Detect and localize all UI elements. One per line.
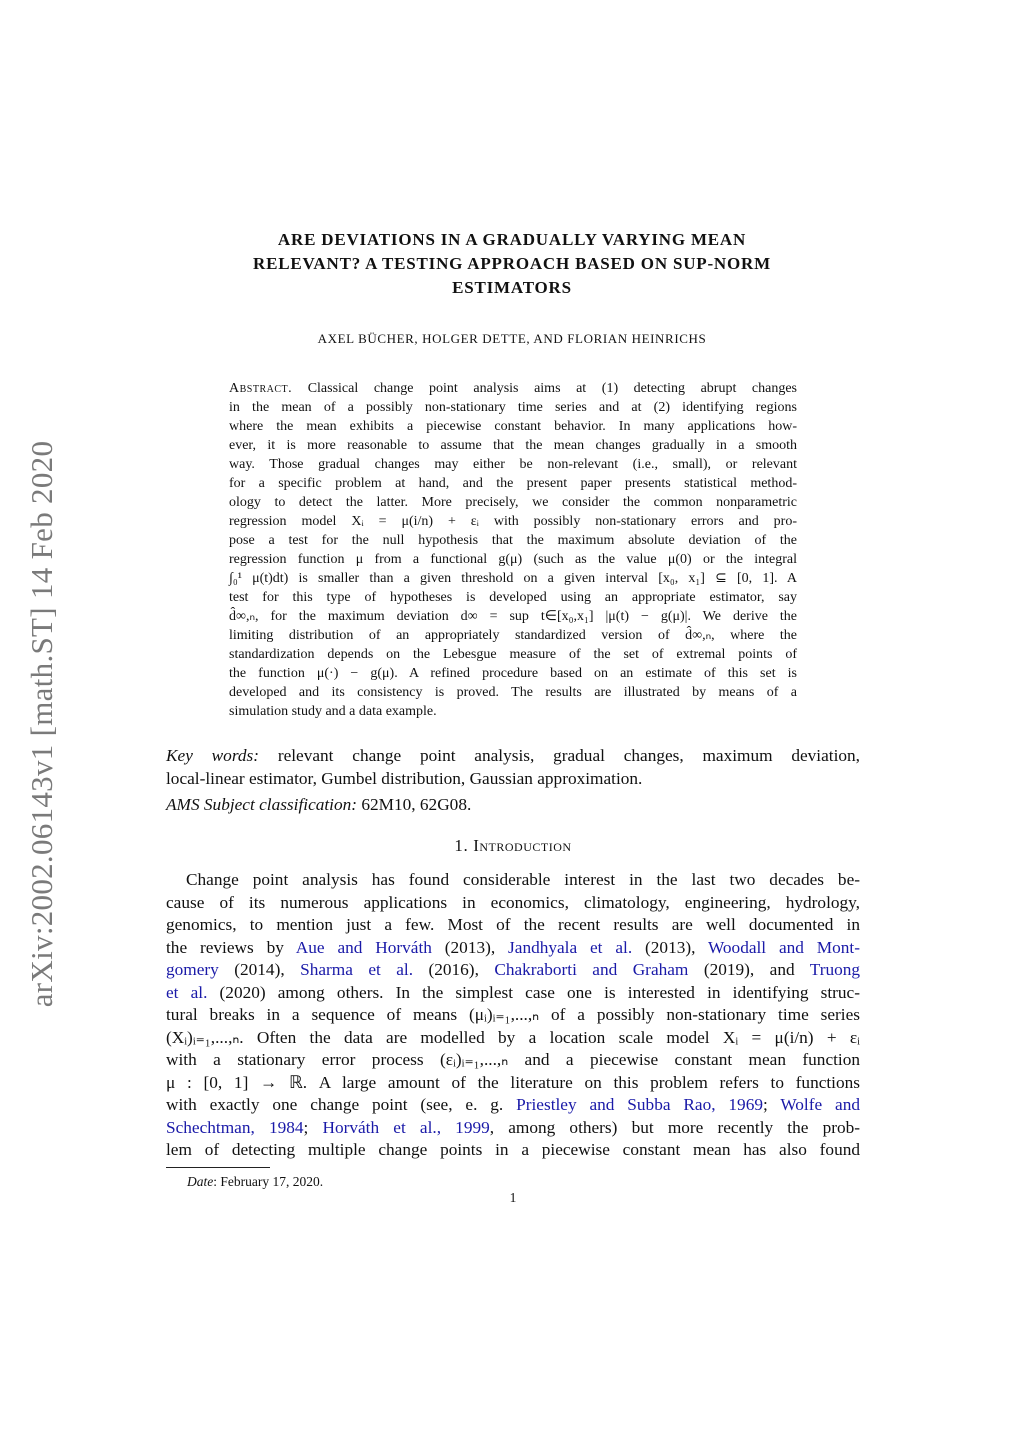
citation-link[interactable]: Wolfe and bbox=[780, 1095, 860, 1114]
citation-link[interactable]: Woodall and Mont- bbox=[707, 937, 860, 957]
abstract-line: d̂∞,ₙ, for the maximum deviation d∞ = sup t∈[x₀,x₁] |μ(t) − g(μ)|. We derive the bbox=[229, 609, 797, 624]
abstract-line: the function μ(·) − g(μ). A refined procedure based on an estimate of this set is bbox=[229, 666, 797, 681]
abstract-line: for a specific problem at hand, and the present paper presents statistical method- bbox=[229, 476, 797, 491]
abstract-line: regression model Xᵢ = μ(i/n) + εᵢ with possibly non-stationary errors and pro- bbox=[229, 514, 797, 529]
abstract-line: developed and its consistency is proved. The results are illustrated by means of a bbox=[229, 685, 797, 700]
abstract-line: standardization depends on the Lebesgue measure of the set of extremal points of bbox=[229, 647, 797, 662]
title-line-2: RELEVANT? A TESTING APPROACH BASED ON SUP-NORM bbox=[253, 254, 771, 273]
abstract-line: simulation study and a data example. bbox=[229, 704, 437, 719]
introduction-paragraph bbox=[166, 869, 860, 1162]
abstract-line: way. Those gradual changes may either be non-relevant (i.e., small), or relevant bbox=[229, 457, 797, 472]
abstract bbox=[229, 379, 797, 721]
abstract-line: pose a test for the null hypothesis that the maximum absolute deviation of the bbox=[229, 533, 797, 548]
abstract-line: regression function μ from a functional g(μ) (such as the value μ(0) or the integral bbox=[229, 552, 797, 567]
citation-link[interactable]: Jandhyala et al. bbox=[508, 937, 633, 957]
footnote-value: : February 17, 2020. bbox=[213, 1174, 324, 1189]
footnote-divider bbox=[166, 1167, 270, 1168]
citation-link[interactable]: Truong bbox=[809, 960, 861, 979]
abstract-line: ∫₀¹ μ(t)dt) is smaller than a given threshold on a given interval [x₀, x₁] ⊆ [0, 1]. A bbox=[229, 571, 797, 586]
intro-line: Schechtman, 1984; Horváth et al., 1999, among others) but more recently the prob- bbox=[166, 1117, 860, 1137]
title-line-1: ARE DEVIATIONS IN A GRADUALLY VARYING MEAN bbox=[277, 230, 747, 249]
abstract-line: in the mean of a possibly non-stationary time series and at (2) identifying regions bbox=[229, 400, 797, 415]
intro-line: with a stationary error process (εᵢ)ᵢ₌₁,...,ₙ and a piecewise constant mean function bbox=[166, 1050, 860, 1069]
intro-line: Change point analysis has found considerable interest in the last two decades be- bbox=[186, 870, 860, 889]
intro-line: μ : [0, 1] → ℝ. A large amount of the literature on this problem refers to functions bbox=[166, 1072, 860, 1092]
intro-line: et al. (2020) among others. In the simplest case one is interested in identifying struc- bbox=[166, 982, 860, 1002]
intro-line: the reviews by Aue and Horváth (2013), Jandhyala et al. (2013), Woodall and Mont- bbox=[166, 937, 860, 957]
intro-line: with exactly one change point (see, e. g. Priestley and Subba Rao, 1969; Wolfe and bbox=[166, 1095, 860, 1114]
abstract-line: where the mean exhibits a piecewise constant behavior. In many applications how- bbox=[229, 419, 797, 434]
citation-link[interactable]: Schechtman, 1984 bbox=[166, 1117, 304, 1137]
paper-title bbox=[165, 228, 859, 300]
citation-link[interactable]: gomery bbox=[166, 960, 219, 979]
date-footnote bbox=[187, 1174, 323, 1190]
intro-line: (Xᵢ)ᵢ₌₁,...,ₙ. Often the data are modelled by a location scale model Xᵢ = μ(i/n) + εᵢ bbox=[166, 1027, 860, 1047]
keywords-label: Key words: bbox=[166, 746, 260, 765]
ams-value: 62M10, 62G08. bbox=[361, 795, 472, 814]
section-title: Introduction bbox=[473, 836, 572, 855]
keywords-line-2: local-linear estimator, Gumbel distribution, Gaussian approximation. bbox=[166, 768, 643, 788]
intro-line: gomery (2014), Sharma et al. (2016), Chakraborti and Graham (2019), and Truong bbox=[166, 960, 861, 979]
abstract-line: limiting distribution of an appropriately standardized version of d̂∞,ₙ, where the bbox=[229, 628, 797, 643]
citation-link[interactable]: Aue and Horváth bbox=[295, 937, 432, 957]
citation-link[interactable]: Chakraborti and Graham bbox=[494, 960, 689, 979]
intro-line: lem of detecting multiple change points in a piecewise constant mean has also found bbox=[166, 1140, 860, 1159]
arxiv-identifier-stamp: arXiv:2002.06143v1 [math.ST] 14 Feb 2020 bbox=[24, 440, 59, 1008]
intro-line: cause of its numerous applications in economics, climatology, engineering, hydrology, bbox=[166, 892, 860, 912]
citation-link[interactable]: Sharma et al. bbox=[300, 960, 414, 979]
intro-line: genomics, to mention just a few. Most of the recent results are well documented in bbox=[166, 915, 860, 934]
abstract-line: ology to detect the latter. More precisely, we consider the common nonparametric bbox=[229, 495, 797, 510]
abstract-label: Abstract. bbox=[229, 381, 293, 396]
keywords bbox=[166, 745, 860, 790]
citation-link[interactable]: et al. bbox=[166, 982, 208, 1002]
ams-classification bbox=[166, 794, 860, 817]
section-heading bbox=[166, 836, 860, 856]
author-list: AXEL BÜCHER, HOLGER DETTE, AND FLORIAN HEINRICHS bbox=[317, 331, 707, 346]
title-line-3: ESTIMATORS bbox=[452, 278, 572, 297]
footnote-label: Date bbox=[187, 1174, 214, 1189]
page-number: 1 bbox=[509, 1190, 517, 1205]
ams-label: AMS Subject classification: bbox=[166, 795, 358, 814]
citation-link[interactable]: Horváth et al., 1999 bbox=[322, 1117, 490, 1137]
abstract-line: test for this type of hypotheses is developed using an appropriate estimator, say bbox=[229, 590, 797, 605]
citation-link[interactable]: Priestley and Subba Rao, 1969 bbox=[516, 1095, 763, 1114]
abstract-line: ever, it is more reasonable to assume that the mean changes gradually in a smooth bbox=[229, 438, 797, 453]
intro-line: tural breaks in a sequence of means (μᵢ)ᵢ₌₁,...,ₙ of a possibly non-stationary time series bbox=[166, 1005, 860, 1024]
abstract-line: Abstract. Classical change point analysis aims at (1) detecting abrupt changes bbox=[229, 381, 797, 396]
section-number: 1. bbox=[454, 836, 469, 855]
keywords-line-1: relevant change point analysis, gradual changes, maximum deviation, bbox=[277, 746, 860, 765]
